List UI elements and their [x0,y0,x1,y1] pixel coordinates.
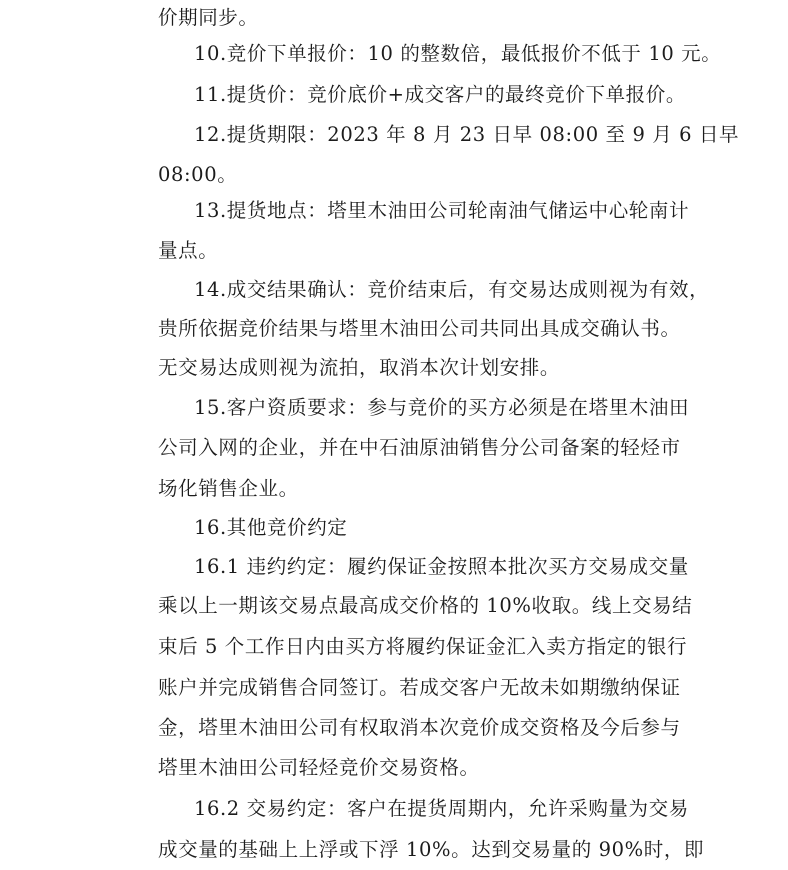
text-line: 16.1 违约约定：履约保证金按照本批次买方交易成交量 [194,555,689,578]
text-line: 无交易达成则视为流拍，取消本次计划安排。 [158,356,561,379]
text-line: 塔里木油田公司轻烃竞价交易资格。 [158,756,480,779]
text-line: 12.提货期限：2023 年 8 月 23 日早 08:00 至 9 月 6 日早 [194,123,740,146]
text-line: 16.2 交易约定：客户在提货周期内，允许采购量为交易 [194,797,689,820]
text-line: 成交量的基础上上浮或下浮 10%。达到交易量的 90%时，即 [158,838,705,861]
text-line: 08:00。 [158,163,238,186]
text-line: 16.其他竞价约定 [194,516,348,539]
text-line: 10.竞价下单报价：10 的整数倍，最低报价不低于 10 元。 [194,42,722,65]
text-line: 14.成交结果确认：竞价结束后，有交易达成则视为有效， [194,278,710,301]
text-line: 13.提货地点：塔里木油田公司轮南油气储运中心轮南计 [194,199,690,222]
text-line: 11.提货价：竞价底价+成交客户的最终竞价下单报价。 [194,83,686,106]
text-line: 账户并完成销售合同签订。若成交客户无故未如期缴纳保证 [158,676,681,699]
text-line: 贵所依据竞价结果与塔里木油田公司共同出具成交确认书。 [158,317,681,340]
text-line: 场化销售企业。 [158,477,299,500]
text-line: 量点。 [158,239,219,262]
text-line: 乘以上一期该交易点最高成交价格的 10%收取。线上交易结 [158,594,693,617]
text-line: 束后 5 个工作日内由买方将履约保证金汇入卖方指定的银行 [158,635,688,658]
text-line: 公司入网的企业，并在中石油原油销售分公司备案的轻烃市 [158,436,681,459]
text-line: 金，塔里木油田公司有权取消本次竞价成交资格及今后参与 [158,716,681,739]
text-line: 15.客户资质要求：参与竞价的买方必须是在塔里木油田 [194,396,690,419]
text-line: 价期同步。 [158,6,259,29]
